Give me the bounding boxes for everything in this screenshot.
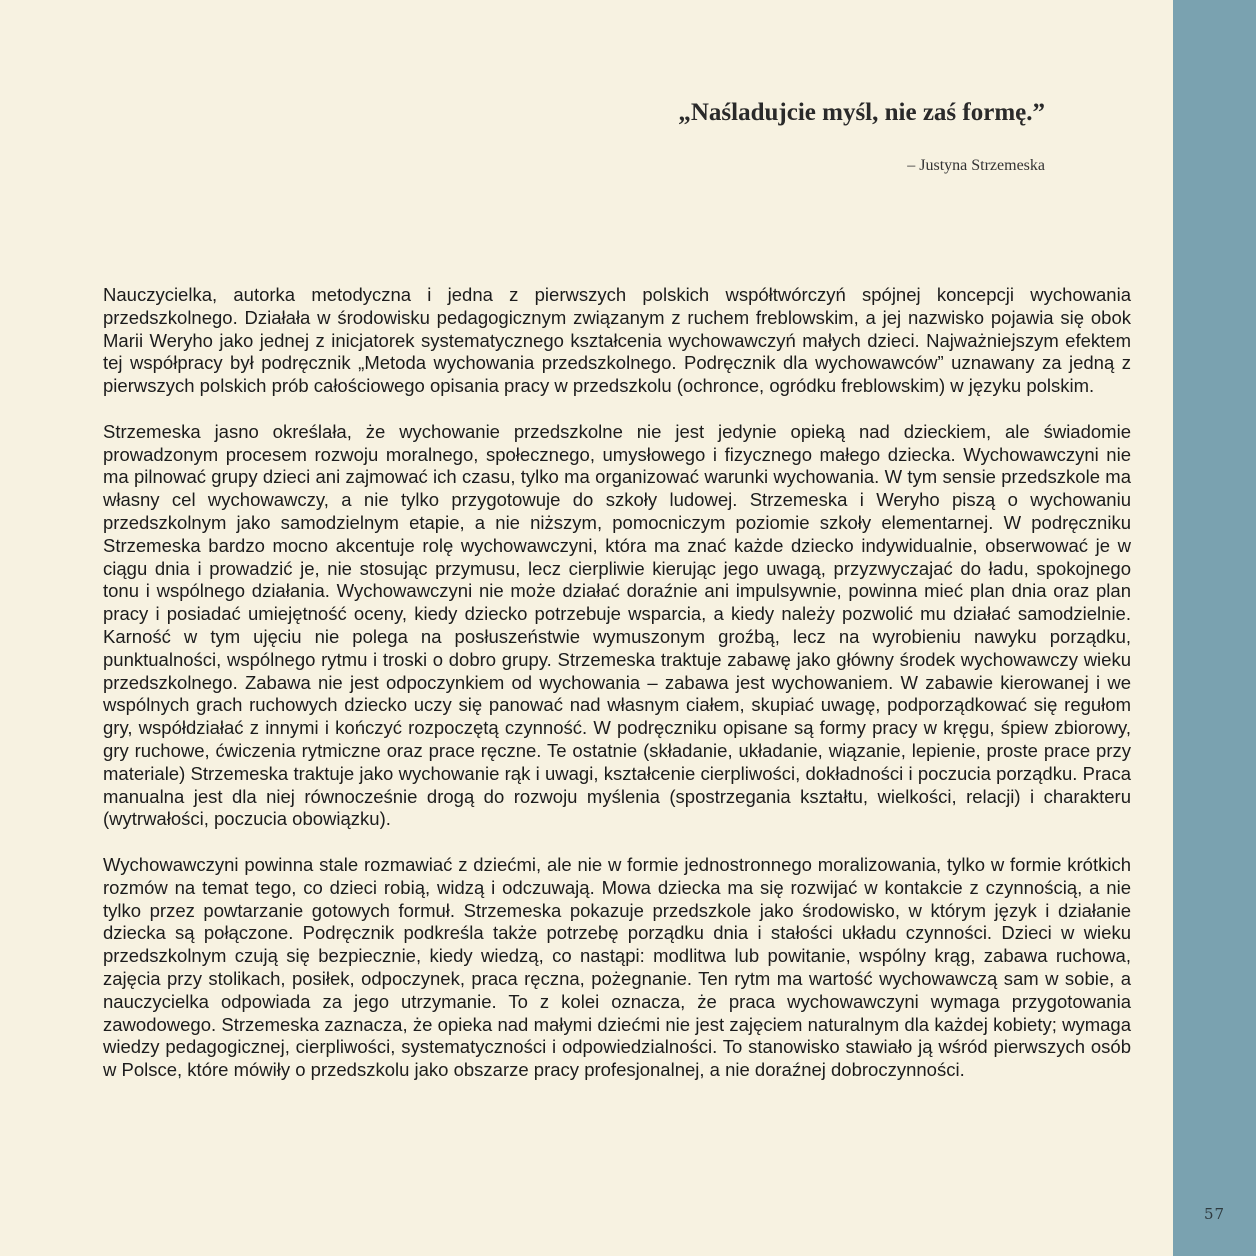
paragraph: Wychowawczyni powinna stale rozmawiać z dziećmi, ale nie w formie jednostronnego moralizowania, tylko w formie krótkich rozmów na temat tego, co dzieci robią, widzą i odczuwają. Mowa dziecka ma się rozwijać w kontakcie z czynnością, a nie tylko przez powtarzanie gotowych formuł. Strzemeska pokazuje przedszkole jako środowisko, w którym język i działanie dziecka są połączone. Podręcznik podkreśla także potrzebę porządku dnia i stałości układu czynności. Dzieci w wieku przedszkolnym czują się bezpiecznie, kiedy wiedzą, co nastąpi: modlitwa lub powitanie, wspólny krąg, zabawa ruchowa, zajęcia przy stolikach, posiłek, odpoczynek, praca ręczna, pożegnanie. Ten rytm ma wartość wychowawczą sam w sobie, a nauczycielka odpowiada za jego utrzymanie. To z kolei oznacza, że praca wychowawczyni wymaga przygotowania zawodowego. Strzemeska zaznacza, że opieka nad małymi dziećmi nie jest zajęciem naturalnym dla każdej kobiety; wymaga wiedzy pedagogicznej, cierpliwości, systematyczności i odpowiedzialności. To stanowisko stawiało ją wśród pierwszych osób w Polsce, które mówiły o przedszkolu jako obszarze pracy profesjonalnej, a nie doraźnej dobroczynności. xyxy=(103,853,1131,1081)
paragraph: Nauczycielka, autorka metodyczna i jedna z pierwszych polskich współtwórczyń spójnej koncepcji wychowania przedszkolnego. Działała w środowisku pedagogicznym związanym z ruchem freblowskim, a jej nazwisko pojawia się obok Marii Weryho jako jednej z inicjatorek systematycznego kształcenia wychowawczyń małych dzieci. Najważniejszym efektem tej współpracy był podręcznik „Metoda wychowania przedszkolnego. Podręcznik dla wychowawców” uznawany za jedną z pierwszych polskich prób całościowego opisania pracy w przedszkolu (ochronce, ogródku freblowskim) w języku polskim. xyxy=(103,284,1131,397)
article-body xyxy=(103,284,1131,1082)
quote-attribution: – Justyna Strzemeska xyxy=(907,157,1045,174)
side-band xyxy=(1173,0,1256,1256)
paragraph: Strzemeska jasno określała, że wychowanie przedszkolne nie jest jedynie opieką nad dzieckiem, ale świadomie prowadzonym procesem rozwoju moralnego, społecznego, umysłowego i fizycznego małego dziecka. Wychowawczyni nie ma pilnować grupy dzieci ani zajmować ich czasu, tylko ma organizować warunki wychowania. W tym sensie przedszkole ma własny cel wychowawczy, a nie tylko przygotowuje do szkoły ludowej. Strzemeska i Weryho piszą o wychowaniu przedszkolnym jako samodzielnym etapie, a nie niższym, pomocniczym poziomie szkoły elementarnej. W podręczniku Strzemeska bardzo mocno akcentuje rolę wychowawczyni, która ma znać każde dziecko indywidualnie, obserwować je w ciągu dnia i prowadzić je, nie stosując przymusu, lecz cierpliwie kierując jego uwagą, przyzwyczajać do ładu, spokojnego tonu i wspólnego działania. Wychowawczyni nie może działać doraźnie ani impulsywnie, powinna mieć plan dnia oraz plan pracy i posiadać umiejętność oceny, kiedy dziecko potrzebuje wsparcia, a kiedy należy pozwolić mu działać samodzielnie. Karność w tym ujęciu nie polega na posłuszeństwie wymuszonym groźbą, lecz na wyrobieniu nawyku porządku, punktualności, wspólnego rytmu i troski o dobro grupy. Strzemeska traktuje zabawę jako główny środek wychowawczy wieku przedszkolnego. Zabawa nie jest odpoczynkiem od wychowania – zabawa jest wychowaniem. W zabawie kierowanej i we wspólnych grach ruchowych dziecko uczy się panować nad własnym ciałem, skupiać uwagę, podporządkować się regułom gry, współdziałać z innymi i kończyć rozpoczętą czynność. W podręczniku opisane są formy pracy w kręgu, śpiew zbiorowy, gry ruchowe, ćwiczenia rytmiczne oraz prace ręczne. Te ostatnie (składanie, układanie, wiązanie, lepienie, proste prace przy materiale) Strzemeska traktuje jako wychowanie rąk i uwagi, kształcenie cierpliwości, dokładności i poczucia porządku. Praca manualna jest dla niej równocześnie drogą do rozwoju myślenia (spostrzegania kształtu, wielkości, relacji) i charakteru (wytrwałości, poczucia obowiązku). xyxy=(103,420,1131,830)
page-number: 57 xyxy=(1203,1205,1226,1223)
quote: „Naśladujcie myśl, nie zaś formę.” xyxy=(678,99,1045,126)
